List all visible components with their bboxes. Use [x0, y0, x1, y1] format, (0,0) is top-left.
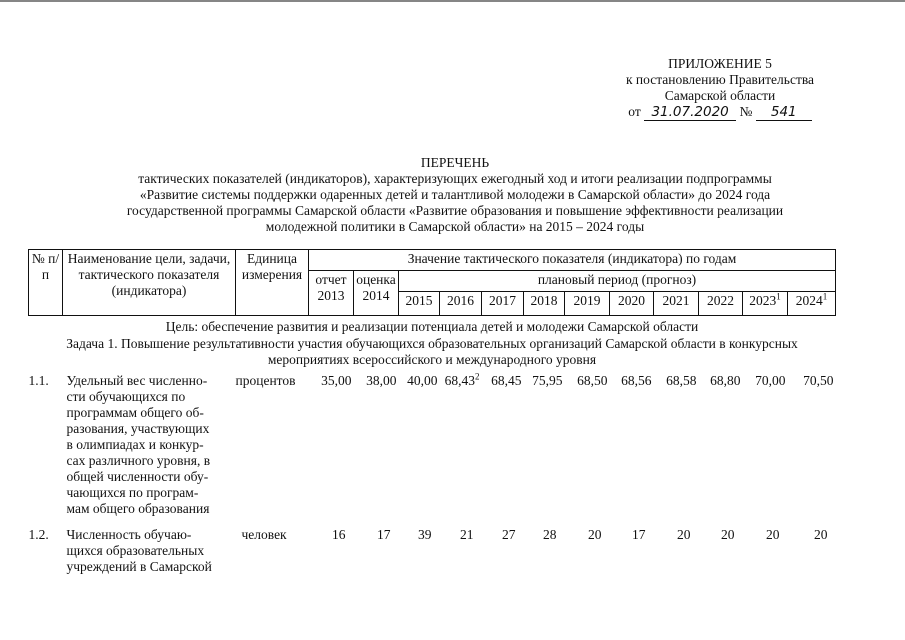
row-value: 17 [632, 526, 646, 542]
row-name: Удельный вес численно- сти обучающихся по программам общего об- разования, участвующих в олимпиадах и конкур- сах различного уровня, в общей численности обу- чающихся по програм- мам общего образования [66, 372, 211, 516]
row-value: 20 [677, 526, 691, 542]
header-unit: Единица измерения [236, 250, 309, 316]
header-num: № п/п [29, 250, 63, 316]
row-value: 21 [460, 526, 474, 542]
title-line-4: молодежной политики в Самарской области» на 2015 – 2024 годы [265, 219, 645, 234]
indicators-table [28, 249, 836, 575]
header-estimate: оценка 2014 [354, 271, 399, 316]
scan-top-edge [0, 0, 905, 2]
row-value: 68,45 [491, 372, 522, 388]
row-value: 27 [502, 526, 516, 542]
header-year: 2024$^1$ [788, 292, 836, 316]
header-year: 2022 [699, 292, 743, 316]
row-value: 20 [814, 526, 828, 542]
row-value: 68,56 [621, 372, 652, 388]
goal-row: Цель: обеспечение развития и реализации потенциала детей и молодежи Самарской области [165, 319, 699, 334]
row-value: 20 [766, 526, 780, 542]
row-value: 68,50 [577, 372, 608, 388]
row-num: 1.2. [28, 526, 49, 542]
handwritten-number: 541 [756, 105, 812, 121]
header-values-title: Значение тактического показателя (индикатора) по годам [309, 250, 836, 271]
handwritten-date: 31.07.2020 [644, 105, 736, 121]
title-line-3: государственной программы Самарской области «Развитие образования и повышение эффективности реализации [126, 203, 784, 218]
row-unit: процентов [235, 372, 296, 388]
header-year: 2023$^1$ [743, 292, 788, 316]
header-name: Наименование цели, задачи, тактического показателя (индикатора) [63, 250, 236, 316]
row-name: Численность обучаю- щихся образовательных учреждений в Самарской [66, 526, 212, 574]
appendix-title: ПРИЛОЖЕНИЕ 5 [668, 56, 772, 71]
header-year: 2020 [610, 292, 654, 316]
table-header [29, 250, 836, 316]
header-year: 2019 [565, 292, 610, 316]
header-year: 2017 [482, 292, 524, 316]
appendix-block [590, 56, 850, 121]
row-value: 38,00 [366, 372, 397, 388]
row-value: 35,00 [321, 372, 352, 388]
row-value: 20 [588, 526, 602, 542]
appendix-date-line: от 31.07.2020 № 541 [590, 104, 850, 121]
row-value: 28 [543, 526, 557, 542]
header-year: 2018 [524, 292, 565, 316]
appendix-resolution: к постановлению Правительства [625, 72, 815, 87]
row-unit: человек [241, 526, 287, 542]
row-value: 39 [418, 526, 432, 542]
appendix-region: Самарской области [664, 88, 776, 103]
title-heading: ПЕРЕЧЕНЬ [420, 155, 490, 170]
row-value: 40,00 [407, 372, 438, 388]
row-value: 70,50 [803, 372, 834, 388]
row-value: 75,95 [532, 372, 563, 388]
header-year: 2021 [654, 292, 699, 316]
row-num: 1.1. [28, 372, 49, 388]
task-row: Задача 1. Повышение результативности участия обучающихся образовательных организаций Самарской области в конкурсных мероприятиях всероссийского и международного уровня [66, 335, 798, 367]
row-value: 20 [721, 526, 735, 542]
header-year: 2016 [440, 292, 482, 316]
header-year: 2015 [399, 292, 440, 316]
title-line-1: тактических показателей (индикаторов), характеризующих ежегодный ход и итоги реализации подпрограммы [138, 171, 772, 186]
header-report: отчет 2013 [309, 271, 354, 316]
document-title [60, 155, 850, 235]
row-value: 16 [332, 526, 346, 542]
row-value: 68,80 [710, 372, 741, 388]
row-value: 17 [377, 526, 391, 542]
table-row [29, 368, 836, 517]
table-row [29, 517, 836, 575]
header-planned: плановый период (прогноз) [399, 271, 836, 292]
row-value: 70,00 [755, 372, 786, 388]
row-value: 68,43$^2$ [444, 371, 480, 388]
title-line-2: «Развитие системы поддержки одаренных детей и талантливой молодежи в Самарской области» до 2024 года [139, 187, 771, 202]
row-value: 68,58 [666, 372, 697, 388]
